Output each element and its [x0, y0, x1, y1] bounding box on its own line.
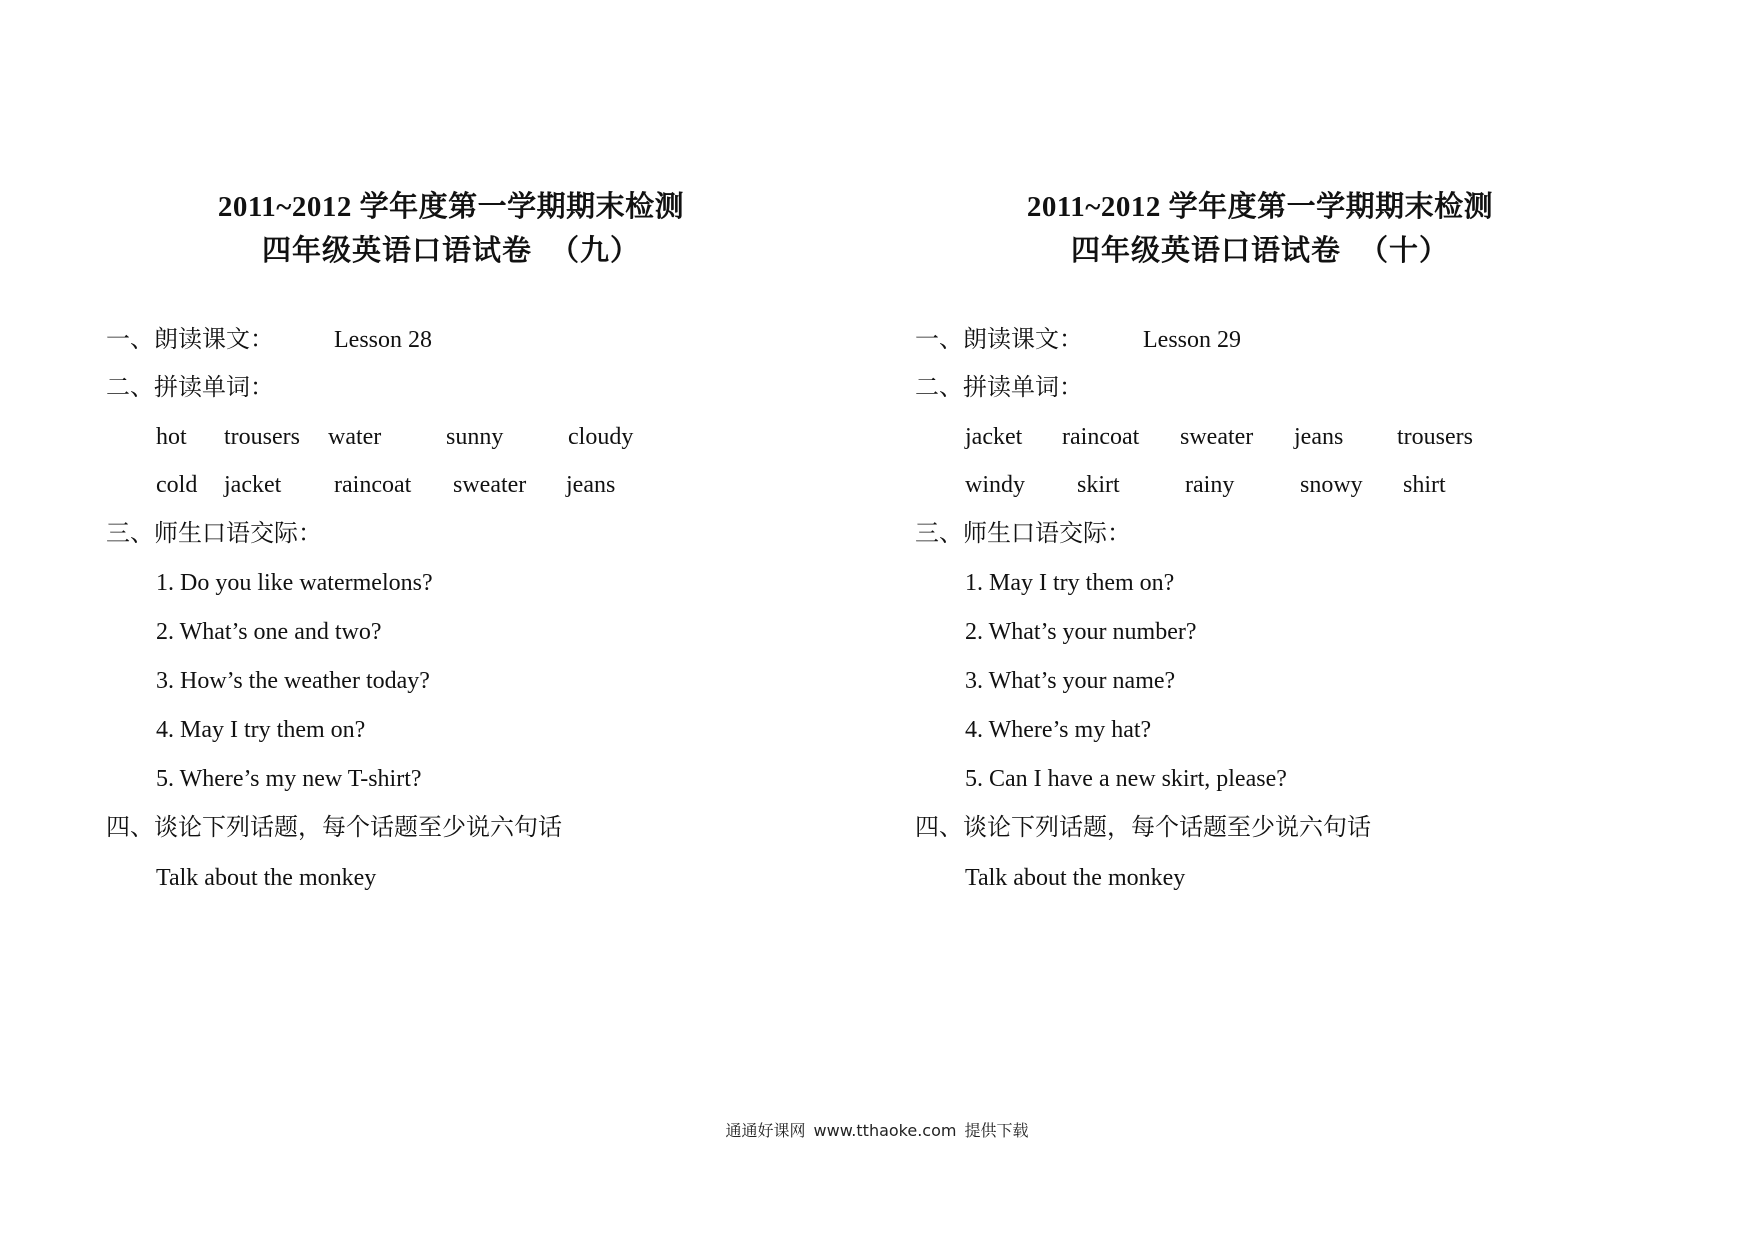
spelling-word: jacket — [224, 472, 282, 498]
section-3-label: 三、师生口语交际： — [106, 521, 322, 547]
section-1-label: 一、朗读课文： — [915, 327, 1083, 353]
paper-title-line1: 2011~2012 学年度第一学期期末检测 — [217, 191, 685, 223]
section-2-label: 二、拼读单词： — [106, 375, 274, 401]
question-item: 1. Do you like watermelons? — [156, 570, 433, 596]
spelling-word: sweater — [1180, 424, 1254, 450]
question-item: 4. Where’s my hat? — [965, 717, 1152, 743]
paper-title-line2 — [915, 234, 1605, 268]
paper-title — [915, 190, 1605, 268]
footer-site-name: 通通好课网 — [725, 1121, 806, 1140]
spelling-word: windy — [965, 472, 1025, 498]
section-2-label: 二、拼读单词： — [915, 375, 1083, 401]
question-item: 4. May I try them on? — [156, 717, 366, 743]
spelling-word: raincoat — [334, 472, 412, 498]
question-item: 5. Where’s my new T-shirt? — [156, 766, 422, 792]
page-footer — [0, 1118, 1754, 1141]
spelling-word: water — [328, 424, 382, 450]
question-item: 2. What’s one and two? — [156, 619, 382, 645]
spelling-word: snowy — [1300, 472, 1363, 498]
spelling-word: skirt — [1077, 472, 1120, 498]
question-item: 3. What’s your name? — [965, 668, 1176, 694]
spelling-word: rainy — [1185, 472, 1235, 498]
paper-title-line2 — [106, 234, 796, 268]
paper-title-main: 四年级英语口语试卷 — [1070, 235, 1341, 267]
spelling-word: jacket — [965, 424, 1023, 450]
section-1-label: 一、朗读课文： — [106, 327, 274, 353]
spelling-word: trousers — [1397, 424, 1473, 450]
section-3-label: 三、师生口语交际： — [915, 521, 1131, 547]
lesson-name: Lesson 28 — [334, 327, 432, 353]
section-1-heading — [915, 325, 1241, 355]
section-1-heading — [106, 325, 432, 355]
spelling-word: hot — [156, 424, 187, 450]
lesson-name: Lesson 29 — [1143, 327, 1241, 353]
spelling-word: raincoat — [1062, 424, 1140, 450]
footer-url[interactable]: www.tthaoke.com — [813, 1121, 957, 1140]
question-item: 1. May I try them on? — [965, 570, 1175, 596]
section-4-label: 四、谈论下列话题，每个话题至少说六句话 — [106, 815, 562, 841]
spelling-word: shirt — [1403, 472, 1446, 498]
spelling-word: jeans — [1294, 424, 1344, 450]
section-4-label: 四、谈论下列话题，每个话题至少说六句话 — [915, 815, 1371, 841]
paper-number: （九） — [550, 235, 641, 267]
question-item: 2. What’s your number? — [965, 619, 1197, 645]
paper-title — [106, 190, 796, 268]
question-item: 3. How’s the weather today? — [156, 668, 430, 694]
spelling-word: sweater — [453, 472, 527, 498]
paper-title-line1: 2011~2012 学年度第一学期期末检测 — [1026, 191, 1494, 223]
exam-paper-10 — [915, 0, 1655, 1000]
footer-note: 提供下载 — [964, 1121, 1029, 1140]
spelling-word: sunny — [446, 424, 504, 450]
discussion-topic: Talk about the monkey — [965, 865, 1186, 891]
spelling-word: cloudy — [568, 424, 634, 450]
discussion-topic: Talk about the monkey — [156, 865, 377, 891]
question-item: 5. Can I have a new skirt, please? — [965, 766, 1287, 792]
spelling-word: cold — [156, 472, 198, 498]
spelling-word: trousers — [224, 424, 300, 450]
paper-title-main: 四年级英语口语试卷 — [261, 235, 532, 267]
paper-number: （十） — [1359, 235, 1450, 267]
spelling-word: jeans — [566, 472, 616, 498]
exam-paper-9 — [106, 0, 846, 1000]
